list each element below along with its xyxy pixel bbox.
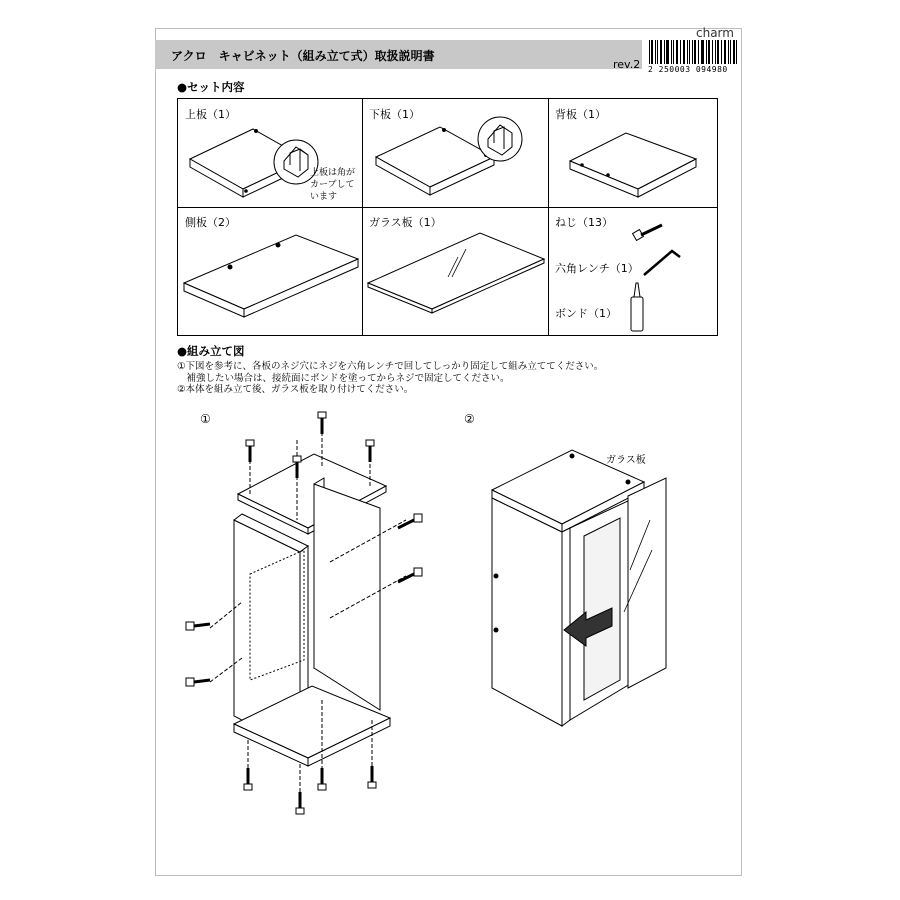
note-line: います <box>310 192 338 202</box>
screw-icon <box>246 440 254 462</box>
instruction-line: 補強したい場合は、接続面にボンドを塗ってからネジで固定してください。 <box>177 372 510 384</box>
screw-icon <box>366 440 374 462</box>
screw-icon <box>398 568 422 582</box>
step-1-marker: ① <box>200 412 211 426</box>
part-label: 上板（1） <box>185 108 236 121</box>
screw-icon <box>368 766 376 788</box>
set-contents-heading: ●セット内容 <box>177 80 245 94</box>
part-label: ガラス板（1） <box>369 216 442 229</box>
glass-board-icon <box>362 207 548 335</box>
screw-icon <box>244 768 252 790</box>
screw-icon <box>186 678 210 686</box>
glass-install-diagram <box>480 440 690 740</box>
part-bottom-board <box>362 99 549 208</box>
note-line: カーブして <box>310 180 355 190</box>
step-2-marker: ② <box>464 412 475 426</box>
back-board-icon <box>548 99 717 207</box>
screw-icon <box>398 514 422 528</box>
part-top-board <box>178 99 363 208</box>
bond-bottle-icon <box>631 283 643 331</box>
parts-table <box>177 98 718 336</box>
part-label: 側板（2） <box>185 216 236 229</box>
hex-wrench-label: 六角レンチ（1） <box>555 262 639 275</box>
instruction-line: ②本体を組み立て後、ガラス板を取り付けてください。 <box>177 384 414 395</box>
part-hardware <box>548 207 717 335</box>
instruction-line: ①下図を参考に、各板のネジ穴にネジを六角レンチで回してしっかり固定して組み立ててください。 <box>177 361 604 372</box>
part-label: 背板（1） <box>555 108 606 121</box>
assembly-instructions <box>177 361 603 396</box>
barcode-icon <box>648 40 738 64</box>
screw-icon <box>318 412 326 434</box>
part-glass-board <box>362 207 549 335</box>
screw-icon <box>186 622 210 630</box>
part-label: ねじ（13） <box>555 216 613 229</box>
barcode-number: 2 250003 094980 <box>648 65 728 74</box>
hardware-icons <box>548 207 717 335</box>
note-line: 上板は角が <box>310 168 356 178</box>
revision-label: rev.2 <box>613 58 641 71</box>
bond-label: ボンド（1） <box>555 307 617 320</box>
document-title: アクロ キャビネット（組み立て式）取扱説明書 <box>171 49 435 63</box>
glass-callout: ガラス板 <box>606 455 646 466</box>
screw-icon <box>318 768 326 790</box>
assembly-heading: ●組み立て図 <box>177 344 245 358</box>
top-board-note <box>310 167 355 203</box>
bottom-board-icon <box>362 99 548 207</box>
hex-wrench-icon <box>644 251 680 275</box>
side-board-icon <box>178 207 362 335</box>
screw-icon <box>296 792 304 814</box>
part-label: 下板（1） <box>369 108 420 121</box>
screw-icon <box>633 225 662 240</box>
part-side-board <box>178 207 363 335</box>
part-back-board <box>548 99 717 208</box>
brand-name: charm <box>696 26 734 40</box>
exploded-assembly-diagram <box>180 410 440 820</box>
